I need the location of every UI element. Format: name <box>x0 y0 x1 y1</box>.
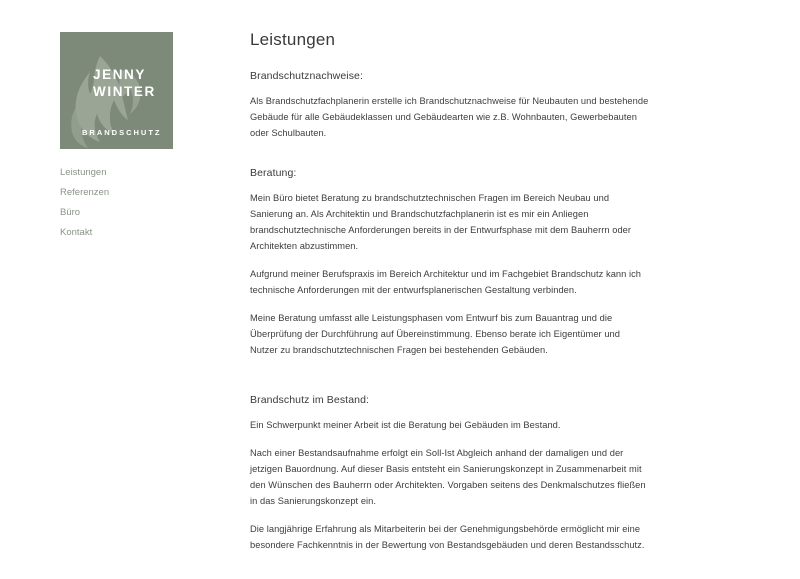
section-paragraph: Die langjährige Erfahrung als Mitarbeiterin bei der Genehmigungsbehörde ermöglicht mir eine besondere Fachkenntnis in der Bewertung von Bestandsgebäuden und deren Bestandsschutz. <box>250 524 645 550</box>
section-brandschutz-im-bestand <box>250 394 650 553</box>
nav-item-kontakt[interactable]: Kontakt <box>60 227 93 238</box>
logo-line-2: WINTER <box>93 84 156 99</box>
section-paragraph: Ein Schwerpunkt meiner Arbeit ist die Beratung bei Gebäuden im Bestand. <box>250 420 561 430</box>
logo-subtitle: BRANDSCHUTZ <box>82 128 162 137</box>
section-paragraph: Nach einer Bestandsaufnahme erfolgt ein Soll-Ist Abgleich anhand der damaligen und der jetzigen Bauordnung. Auf dieser Basis entsteht ein Sanierungskonzept in Zusammenarbeit mit den Wünschen des Bauherrn oder Architekten. Vorgaben seitens des Denkmalschutzes fließen in das Sanierungskonzept ein. <box>250 448 646 506</box>
nav-item-buero[interactable]: Büro <box>60 207 81 218</box>
main-content <box>250 30 650 579</box>
section-beratung <box>250 167 650 358</box>
page-title: Leistungen <box>250 30 336 49</box>
main-navigation <box>60 164 230 242</box>
section-paragraph: Mein Büro bietet Beratung zu brandschutztechnischen Fragen im Bereich Neubau und Sanierung an. Als Architektin und Brandschutzfachplanerin ist es mir ein Anliegen brandschutztechnische Anforderungen bereits in der Entwurfsphase mit dem Bauherrn oder Architekten abzustimmen. <box>250 193 632 251</box>
section-heading: Beratung: <box>250 167 297 179</box>
section-brandschutznachweise <box>250 70 650 141</box>
site-logo[interactable] <box>60 32 173 149</box>
section-heading: Brandschutznachweise: <box>250 70 363 82</box>
nav-item-leistungen[interactable]: Leistungen <box>60 167 107 178</box>
sidebar <box>60 32 230 258</box>
section-heading: Brandschutz im Bestand: <box>250 394 370 406</box>
section-paragraph: Als Brandschutzfachplanerin erstelle ich Brandschutznachweise für Neubauten und bestehende Gebäude für alle Gebäudeklassen und Gebäudearten wie z.B. Wohnbauten, Gewerbebauten oder Schulbauten. <box>250 96 649 138</box>
section-paragraph: Meine Beratung umfasst alle Leistungsphasen vom Entwurf bis zum Bauantrag und die Überprüfung der Durchführung auf Übereinstimmung. Ebenso berate ich Eigentümer und Nutzer zu brandschutztechnischen Fragen bei bestehenden Gebäuden. <box>250 313 620 355</box>
logo-line-1: JENNY <box>93 67 147 82</box>
logo-wordmark <box>93 66 156 100</box>
section-paragraph: Aufgrund meiner Berufspraxis im Bereich Architektur und im Fachgebiet Brandschutz kann ich technische Anforderungen mit der entwurfsplanerischen Gestaltung verbinden. <box>250 269 642 295</box>
nav-item-referenzen[interactable]: Referenzen <box>60 187 110 198</box>
